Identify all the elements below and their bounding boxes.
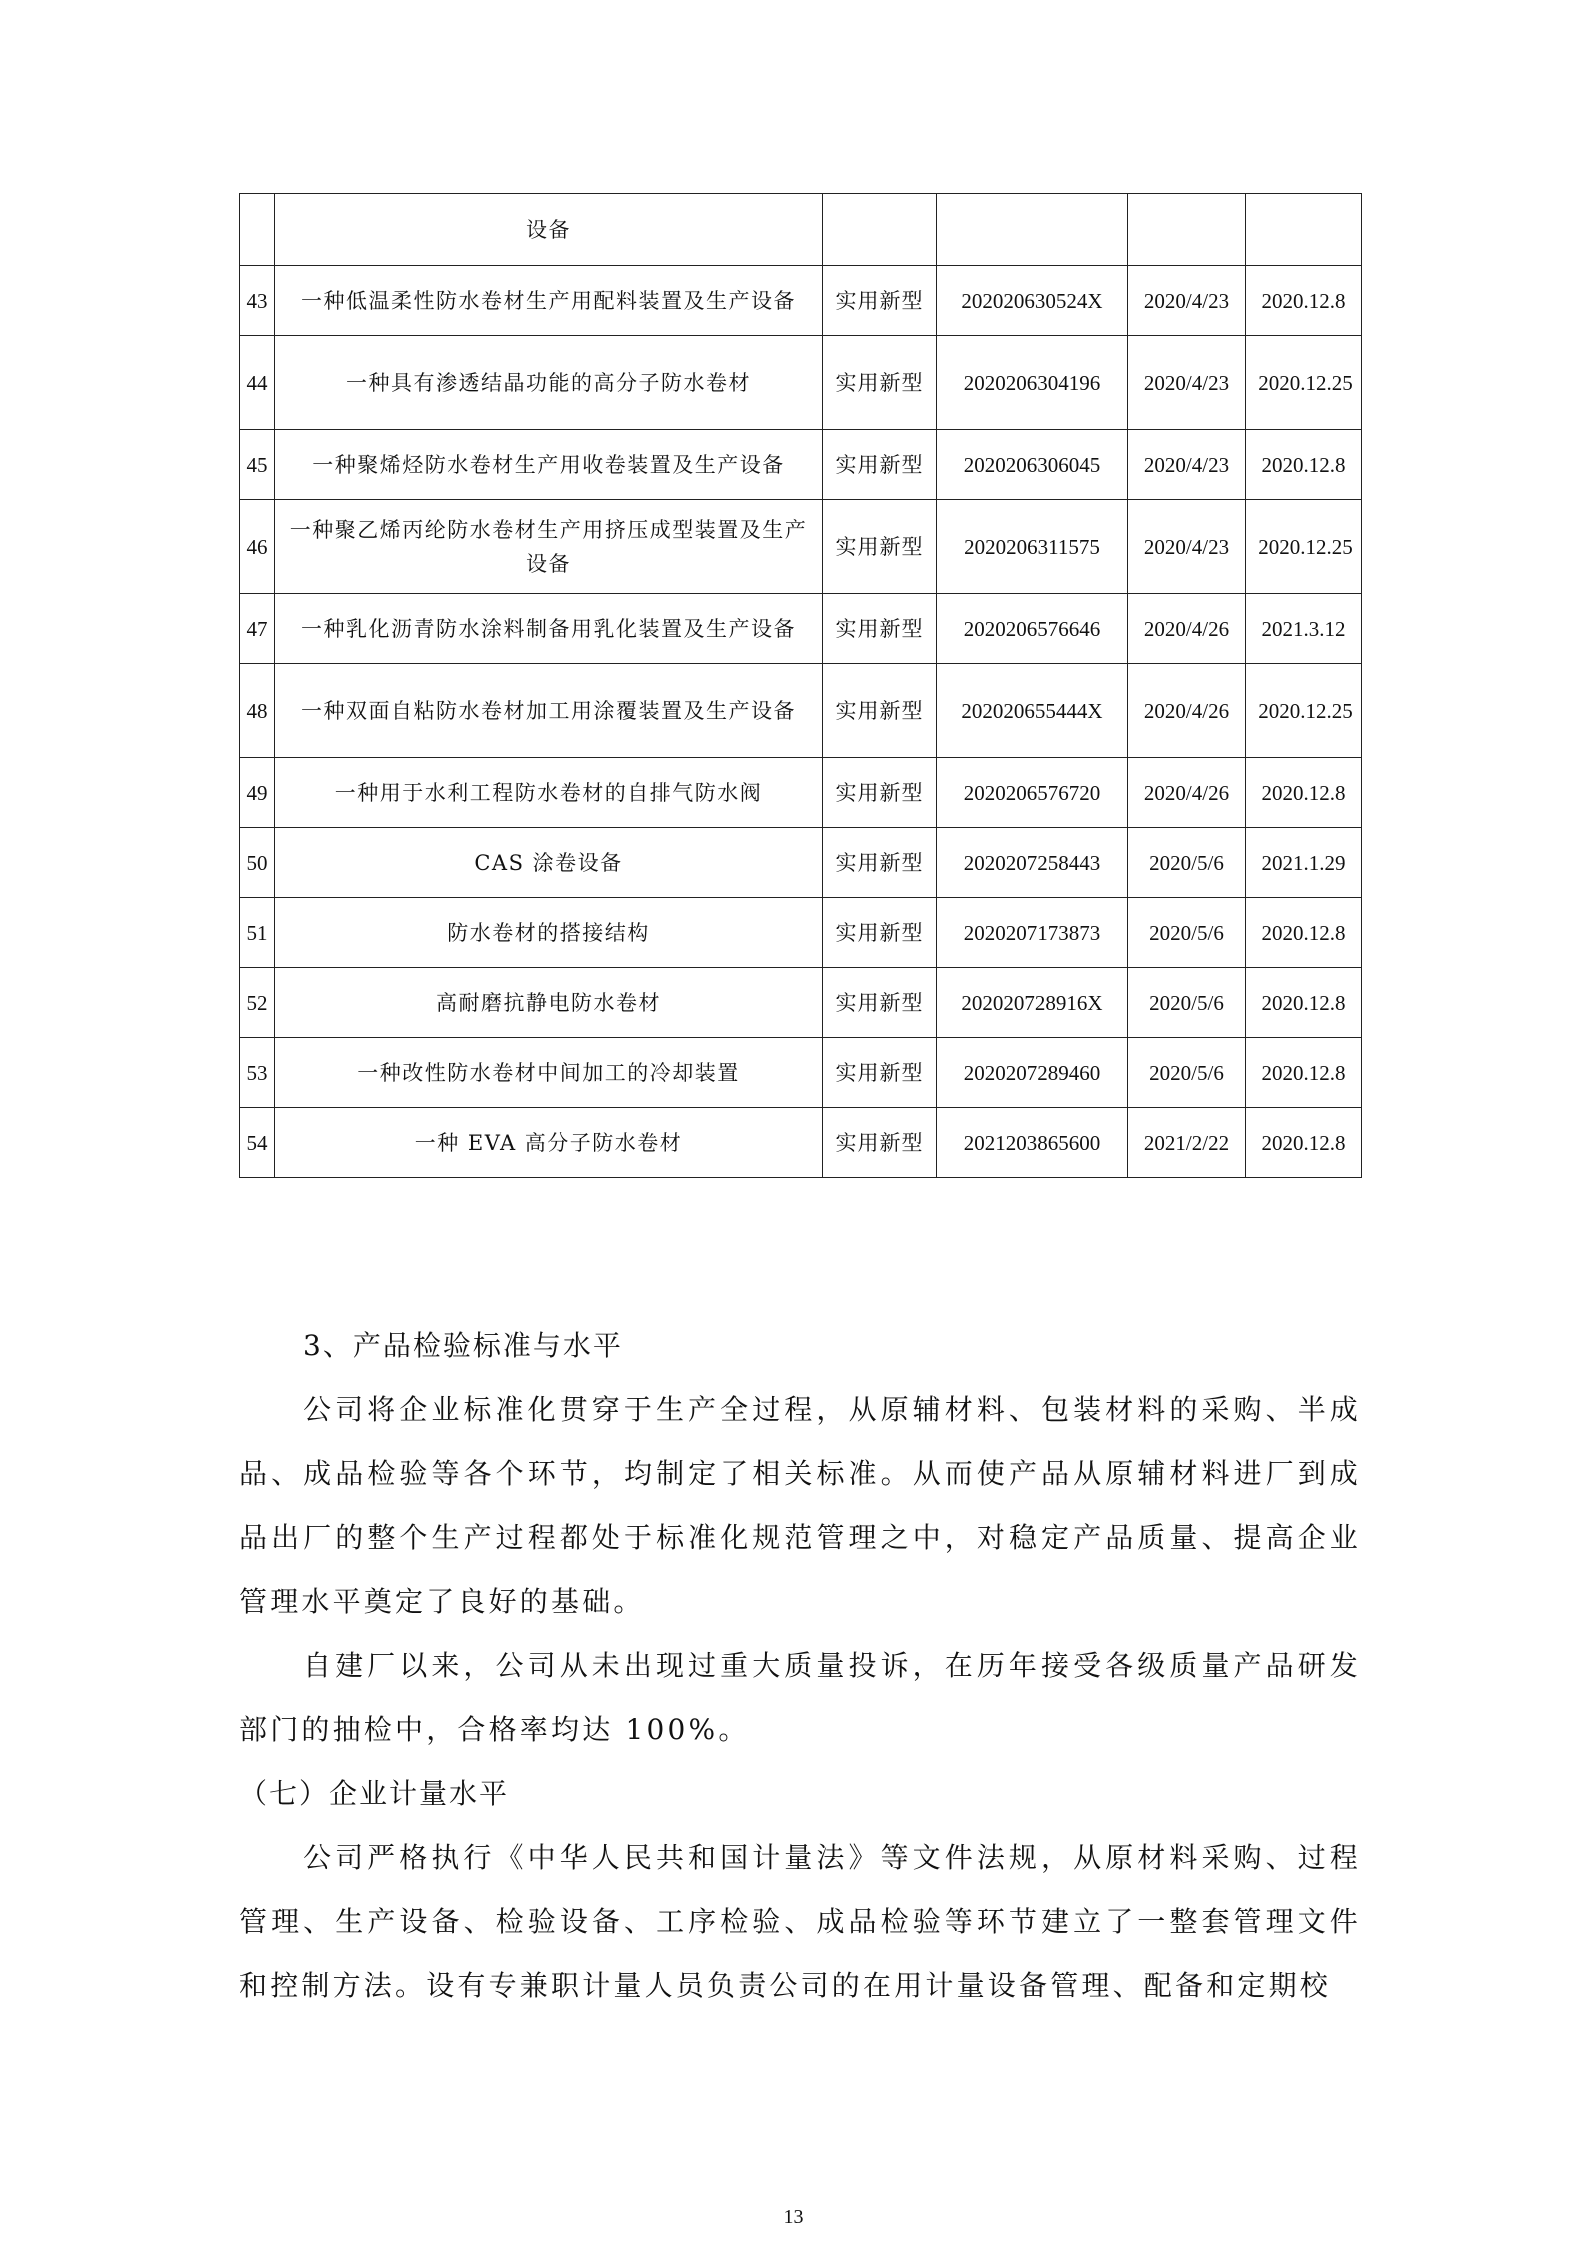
table-cell-name: 一种具有渗透结晶功能的高分子防水卷材 [275,336,823,430]
table-cell-type: 实用新型 [823,266,937,336]
table-cell-type: 实用新型 [823,758,937,828]
table-cell-no: 52 [240,968,275,1038]
table-cell-auth-date: 2020.12.25 [1246,500,1362,594]
table-cell-auth-date: 2021.3.12 [1246,594,1362,664]
table-cell-auth-date: 2020.12.8 [1246,898,1362,968]
table-cell-apply-date: 2020/4/26 [1128,758,1246,828]
table-cell-name: CAS 涂卷设备 [275,828,823,898]
table-cell-auth-date [1246,194,1362,266]
table-cell-no: 54 [240,1108,275,1178]
table-row [240,430,1362,500]
table-cell-apply-date: 2020/5/6 [1128,1038,1246,1108]
table-cell-auth-date: 2020.12.8 [1246,968,1362,1038]
table-cell-number: 2020207258443 [937,828,1128,898]
table-cell-no: 43 [240,266,275,336]
table-cell-no: 53 [240,1038,275,1108]
table-cell-no: 47 [240,594,275,664]
patent-table [239,193,1362,1178]
section-heading-inspection: 3、产品检验标准与水平 [303,1329,623,1362]
table-cell-number: 2020206576720 [937,758,1128,828]
table-row [240,336,1362,430]
table-cell-type: 实用新型 [823,594,937,664]
table-cell-auth-date: 2020.12.25 [1246,664,1362,758]
table-cell-auth-date: 2020.12.8 [1246,266,1362,336]
table-cell-number: 202020630524X [937,266,1128,336]
table-cell-auth-date: 2020.12.8 [1246,1038,1362,1108]
table-cell-type: 实用新型 [823,430,937,500]
table-cell-no: 45 [240,430,275,500]
table-row [240,758,1362,828]
table-cell-no: 46 [240,500,275,594]
table-cell-name: 一种低温柔性防水卷材生产用配料装置及生产设备 [275,266,823,336]
table-cell-no: 48 [240,664,275,758]
table-cell-name: 一种乳化沥青防水涂料制备用乳化装置及生产设备 [275,594,823,664]
table-cell-apply-date: 2020/5/6 [1128,898,1246,968]
table-cell-apply-date: 2020/4/23 [1128,500,1246,594]
table-cell-type: 实用新型 [823,828,937,898]
table-cell-type [823,194,937,266]
table-cell-apply-date: 2020/5/6 [1128,828,1246,898]
table-cell-apply-date: 2020/4/23 [1128,430,1246,500]
table-cell-no: 50 [240,828,275,898]
table-row [240,1108,1362,1178]
table-cell-name: 一种改性防水卷材中间加工的冷却装置 [275,1038,823,1108]
table-cell-name: 一种聚乙烯丙纶防水卷材生产用挤压成型装置及生产设备 [275,500,823,594]
table-cell-apply-date: 2020/4/23 [1128,336,1246,430]
table-cell-name: 设备 [275,194,823,266]
page-number: 13 [783,2206,804,2228]
table-cell-apply-date: 2020/4/26 [1128,594,1246,664]
table-cell-no [240,194,275,266]
table-cell-number: 2020207173873 [937,898,1128,968]
table-row [240,968,1362,1038]
table-row [240,266,1362,336]
table-cell-type: 实用新型 [823,1108,937,1178]
table-cell-auth-date: 2020.12.25 [1246,336,1362,430]
table-row [240,1038,1362,1108]
paragraph-standardization: 公司将企业标准化贯穿于生产全过程，从原辅材料、包装材料的采购、半成品、成品检验等各个环节，均制定了相关标准。从而使产品从原辅材料进厂到成品出厂的整个生产过程都处于标准化规范管理之中，对稳定产品质量、提高企业管理水平奠定了良好的基础。 [239,1393,1361,1618]
table-cell-no: 44 [240,336,275,430]
table-cell-apply-date: 2021/2/22 [1128,1108,1246,1178]
table-cell-number: 202020655444X [937,664,1128,758]
table-cell-number: 2021203865600 [937,1108,1128,1178]
table-cell-apply-date: 2020/4/23 [1128,266,1246,336]
paragraph-metrology: 公司严格执行《中华人民共和国计量法》等文件法规，从原材料采购、过程管理、生产设备、检验设备、工序检验、成品检验等环节建立了一整套管理文件和控制方法。设有专兼职计量人员负责公司的在用计量设备管理、配备和定期校 [239,1841,1361,2002]
table-cell-number: 2020206576646 [937,594,1128,664]
table-cell-apply-date: 2020/5/6 [1128,968,1246,1038]
table-cell-auth-date: 2020.12.8 [1246,758,1362,828]
table-cell-name: 防水卷材的搭接结构 [275,898,823,968]
table-cell-name: 一种 EVA 高分子防水卷材 [275,1108,823,1178]
table-cell-no: 49 [240,758,275,828]
table-cell-number [937,194,1128,266]
body-text-3 [239,1826,1361,2018]
table-cell-number: 202020728916X [937,968,1128,1038]
table-cell-no: 51 [240,898,275,968]
table-cell-auth-date: 2020.12.8 [1246,430,1362,500]
body-text-1 [239,1378,1361,1634]
table-cell-name: 一种双面自粘防水卷材加工用涂覆装置及生产设备 [275,664,823,758]
table-row-continuation [240,194,1362,266]
table-cell-type: 实用新型 [823,1038,937,1108]
table-cell-name: 一种用于水利工程防水卷材的自排气防水阀 [275,758,823,828]
table-cell-type: 实用新型 [823,500,937,594]
table-row [240,664,1362,758]
table-cell-apply-date: 2020/4/26 [1128,664,1246,758]
table-cell-number: 2020206304196 [937,336,1128,430]
table-cell-name: 一种聚烯烃防水卷材生产用收卷装置及生产设备 [275,430,823,500]
patent-table-body [240,194,1362,1178]
table-cell-number: 2020206306045 [937,430,1128,500]
table-row [240,594,1362,664]
table-cell-number: 2020206311575 [937,500,1128,594]
table-row [240,500,1362,594]
table-cell-auth-date: 2021.1.29 [1246,828,1362,898]
section-heading-metrology: （七）企业计量水平 [239,1777,510,1810]
table-row [240,828,1362,898]
table-cell-type: 实用新型 [823,968,937,1038]
table-cell-name: 高耐磨抗静电防水卷材 [275,968,823,1038]
table-cell-auth-date: 2020.12.8 [1246,1108,1362,1178]
body-text-2 [239,1634,1361,1762]
table-cell-apply-date [1128,194,1246,266]
table-row [240,898,1362,968]
table-cell-type: 实用新型 [823,336,937,430]
table-cell-number: 2020207289460 [937,1038,1128,1108]
table-cell-type: 实用新型 [823,664,937,758]
paragraph-quality: 自建厂以来，公司从未出现过重大质量投诉，在历年接受各级质量产品研发部门的抽检中，合格率均达 100%。 [239,1649,1361,1746]
table-cell-type: 实用新型 [823,898,937,968]
